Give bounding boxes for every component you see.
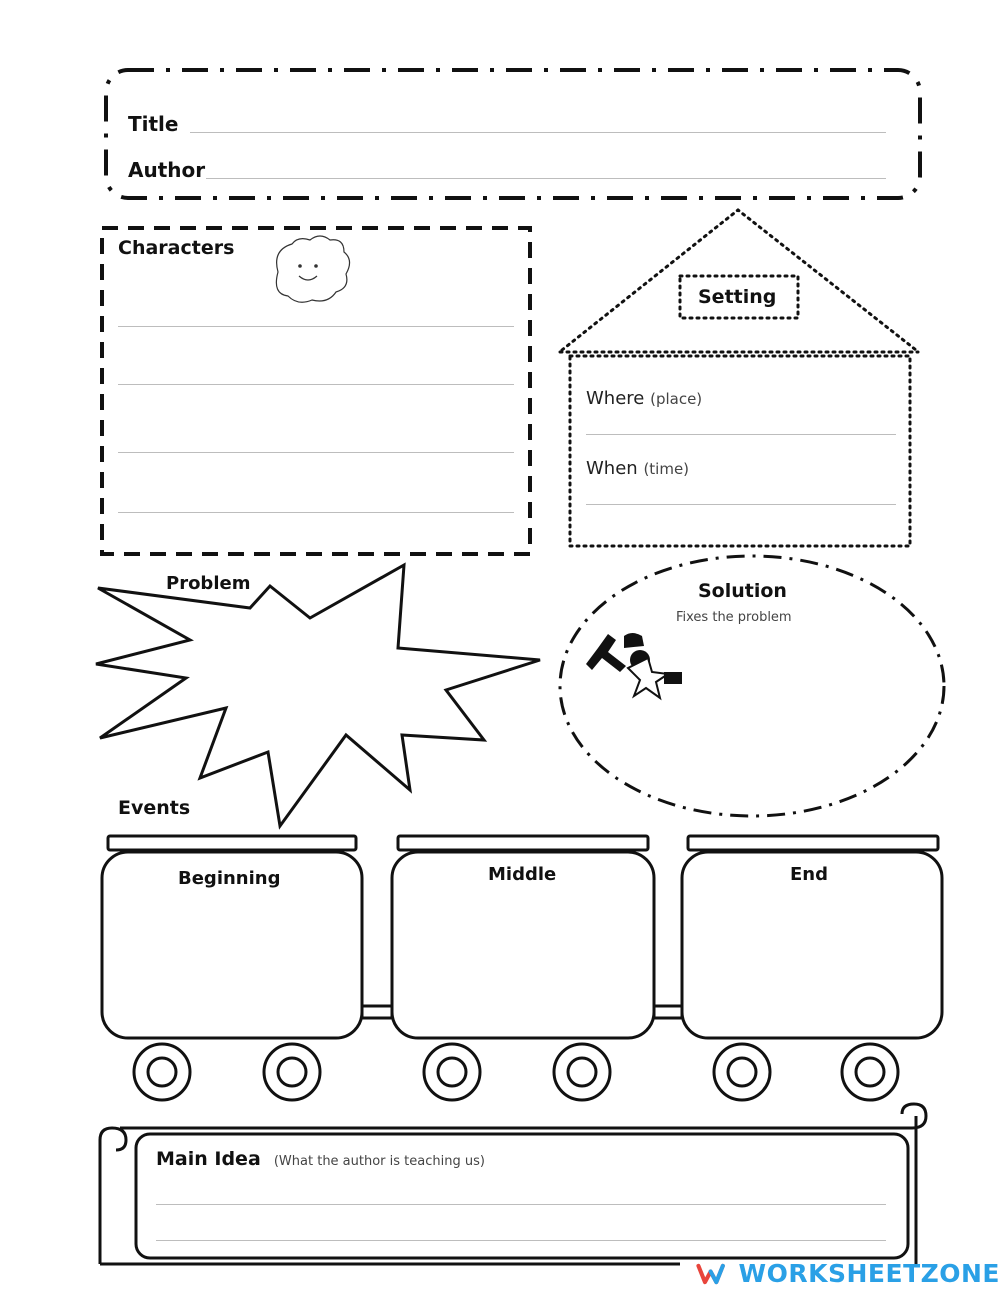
where-row bbox=[586, 388, 702, 409]
characters-line-3[interactable] bbox=[118, 452, 514, 453]
beginning-label: Beginning bbox=[178, 868, 281, 889]
footer-brand bbox=[696, 1256, 1000, 1291]
solution-writing-area[interactable] bbox=[700, 640, 900, 780]
setting-label: Setting bbox=[698, 286, 777, 308]
end-label: End bbox=[790, 864, 828, 885]
main-idea-line-2[interactable] bbox=[156, 1240, 886, 1241]
events-label: Events bbox=[118, 797, 191, 819]
when-hint: (time) bbox=[643, 460, 690, 478]
when-label: When bbox=[586, 458, 638, 479]
author-line[interactable] bbox=[206, 178, 886, 179]
brand-name: WORKSHEETZONE bbox=[738, 1259, 1000, 1288]
where-hint: (place) bbox=[650, 390, 703, 408]
characters-line-1[interactable] bbox=[118, 326, 514, 327]
characters-line-4[interactable] bbox=[118, 512, 514, 513]
main-idea-label: Main Idea bbox=[156, 1148, 261, 1170]
where-line[interactable] bbox=[586, 434, 896, 435]
solution-subtitle: Fixes the problem bbox=[676, 610, 792, 625]
characters-label: Characters bbox=[118, 237, 235, 259]
main-idea-row bbox=[156, 1148, 485, 1170]
title-label: Title bbox=[128, 112, 179, 136]
middle-label: Middle bbox=[488, 864, 557, 885]
repairman-with-wrench-icon bbox=[586, 633, 682, 698]
main-idea-hint: (What the author is teaching us) bbox=[273, 1154, 485, 1169]
house-roof bbox=[562, 210, 916, 350]
beginning-writing-area[interactable] bbox=[118, 900, 346, 1020]
where-label: Where bbox=[586, 388, 645, 409]
house-walls bbox=[570, 356, 910, 546]
title-line[interactable] bbox=[190, 132, 886, 133]
solution-label: Solution bbox=[698, 580, 787, 602]
when-line[interactable] bbox=[586, 504, 896, 505]
main-idea-line-1[interactable] bbox=[156, 1204, 886, 1205]
worksheetzone-logo-icon bbox=[696, 1259, 729, 1289]
middle-writing-area[interactable] bbox=[408, 900, 638, 1020]
author-label: Author bbox=[128, 158, 206, 182]
end-writing-area[interactable] bbox=[698, 900, 926, 1020]
characters-line-2[interactable] bbox=[118, 384, 514, 385]
when-row bbox=[586, 458, 689, 479]
smiley-face-icon bbox=[276, 236, 349, 302]
problem-label: Problem bbox=[166, 573, 251, 594]
problem-writing-area[interactable] bbox=[200, 630, 460, 740]
